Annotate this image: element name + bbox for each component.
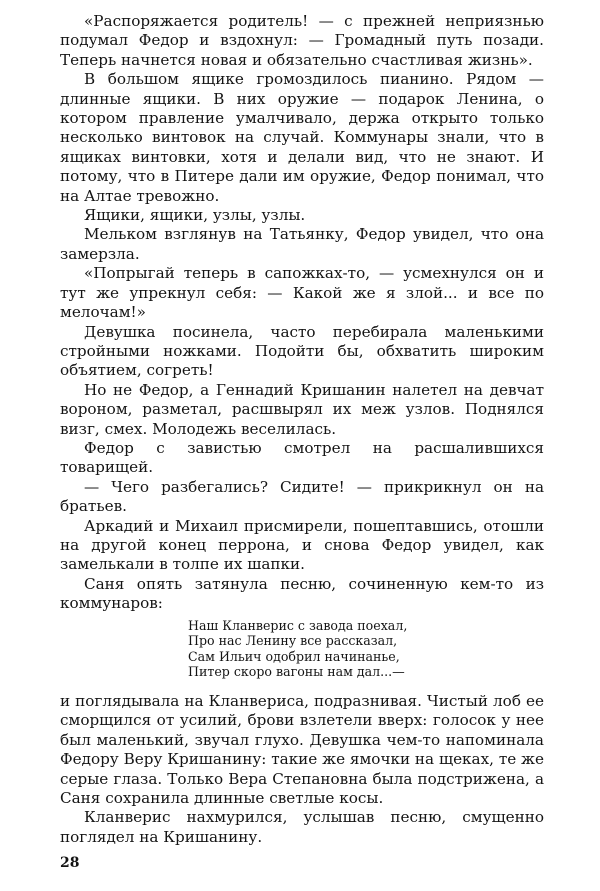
paragraph: «Попрыгай теперь в сапожках-то, — усмехнулся он и тут же упрекнул себя: — Какой же я злой... и все по мелочам!» <box>60 264 544 322</box>
paragraph: Федор с завистью смотрел на расшалившихся товарищей. <box>60 438 544 477</box>
song-verse <box>188 618 544 680</box>
verse-line: Про нас Ленину все рассказал, <box>188 633 398 649</box>
verse-line: Сам Ильич одобрил начинанье, <box>188 648 400 664</box>
verse-line: Наш Кланверис с завода поехал, <box>188 617 408 633</box>
paragraph: Ящики, ящики, узлы, узлы. <box>84 206 306 225</box>
paragraph: Саня опять затянула песню, сочиненную кем-то из коммунаров: <box>60 574 544 613</box>
paragraph: «Распоряжается родитель! — с прежней неприязнью подумал Федор и вздохнул: — Громадный путь позади. Теперь начнется новая и обязательно счастливая жизнь». <box>60 12 544 69</box>
paragraph: Но не Федор, а Геннадий Кришанин налетел на девчат вороном, разметал, расшвырял их меж узлов. Поднялся визг, смех. Молодежь веселилась. <box>60 380 544 438</box>
paragraph: Кланверис нахмурился, услышав песню, смущенно поглядел на Кришанину. <box>60 808 544 846</box>
paragraph: Мельком взглянув на Татьянку, Федор увидел, что она замерзла. <box>60 225 544 263</box>
verse-line: Питер скоро вагоны нам дал...— <box>188 664 405 680</box>
paragraph: — Чего разбегались? Сидите! — прикрикнул он на братьев. <box>60 477 544 516</box>
paragraph: Девушка посинела, часто перебирала маленькими стройными ножками. Подойти бы, обхватить широким объятием, согреть! <box>60 322 544 380</box>
paragraph: Аркадий и Михаил присмирели, пошептавшись, отошли на другой конец перрона, и снова Федор увидел, как замелькали в толпе их шапки. <box>60 516 544 574</box>
page-number: 28 <box>60 855 80 871</box>
body-text <box>60 12 544 847</box>
paragraph-continuation: и поглядывала на Кланвериса, подразнивая. Чистый лоб ее сморщился от усилий, брови взлетели вверх: голосок у нее был маленький, звучал глухо. Девушка чем-то напоминала Федору Веру Кришанину: такие же ямочки на щеках, те же серые глаза. Только Вера Степановна была подстрижена, а Саня сохранила длинные светлые косы. <box>60 691 544 807</box>
paragraph: В большом ящике громоздилось пианино. Рядом — длинные ящики. В них оружие — подарок Ленина, о котором правление умалчивало, держа открыто только несколько винтовок на случай. Коммунары знали, что в ящиках винтовки, хотя и делали вид, что не знают. И потому, что в Питере дали им оружие, Федор понимал, что на Алтае тревожно. <box>60 70 544 205</box>
